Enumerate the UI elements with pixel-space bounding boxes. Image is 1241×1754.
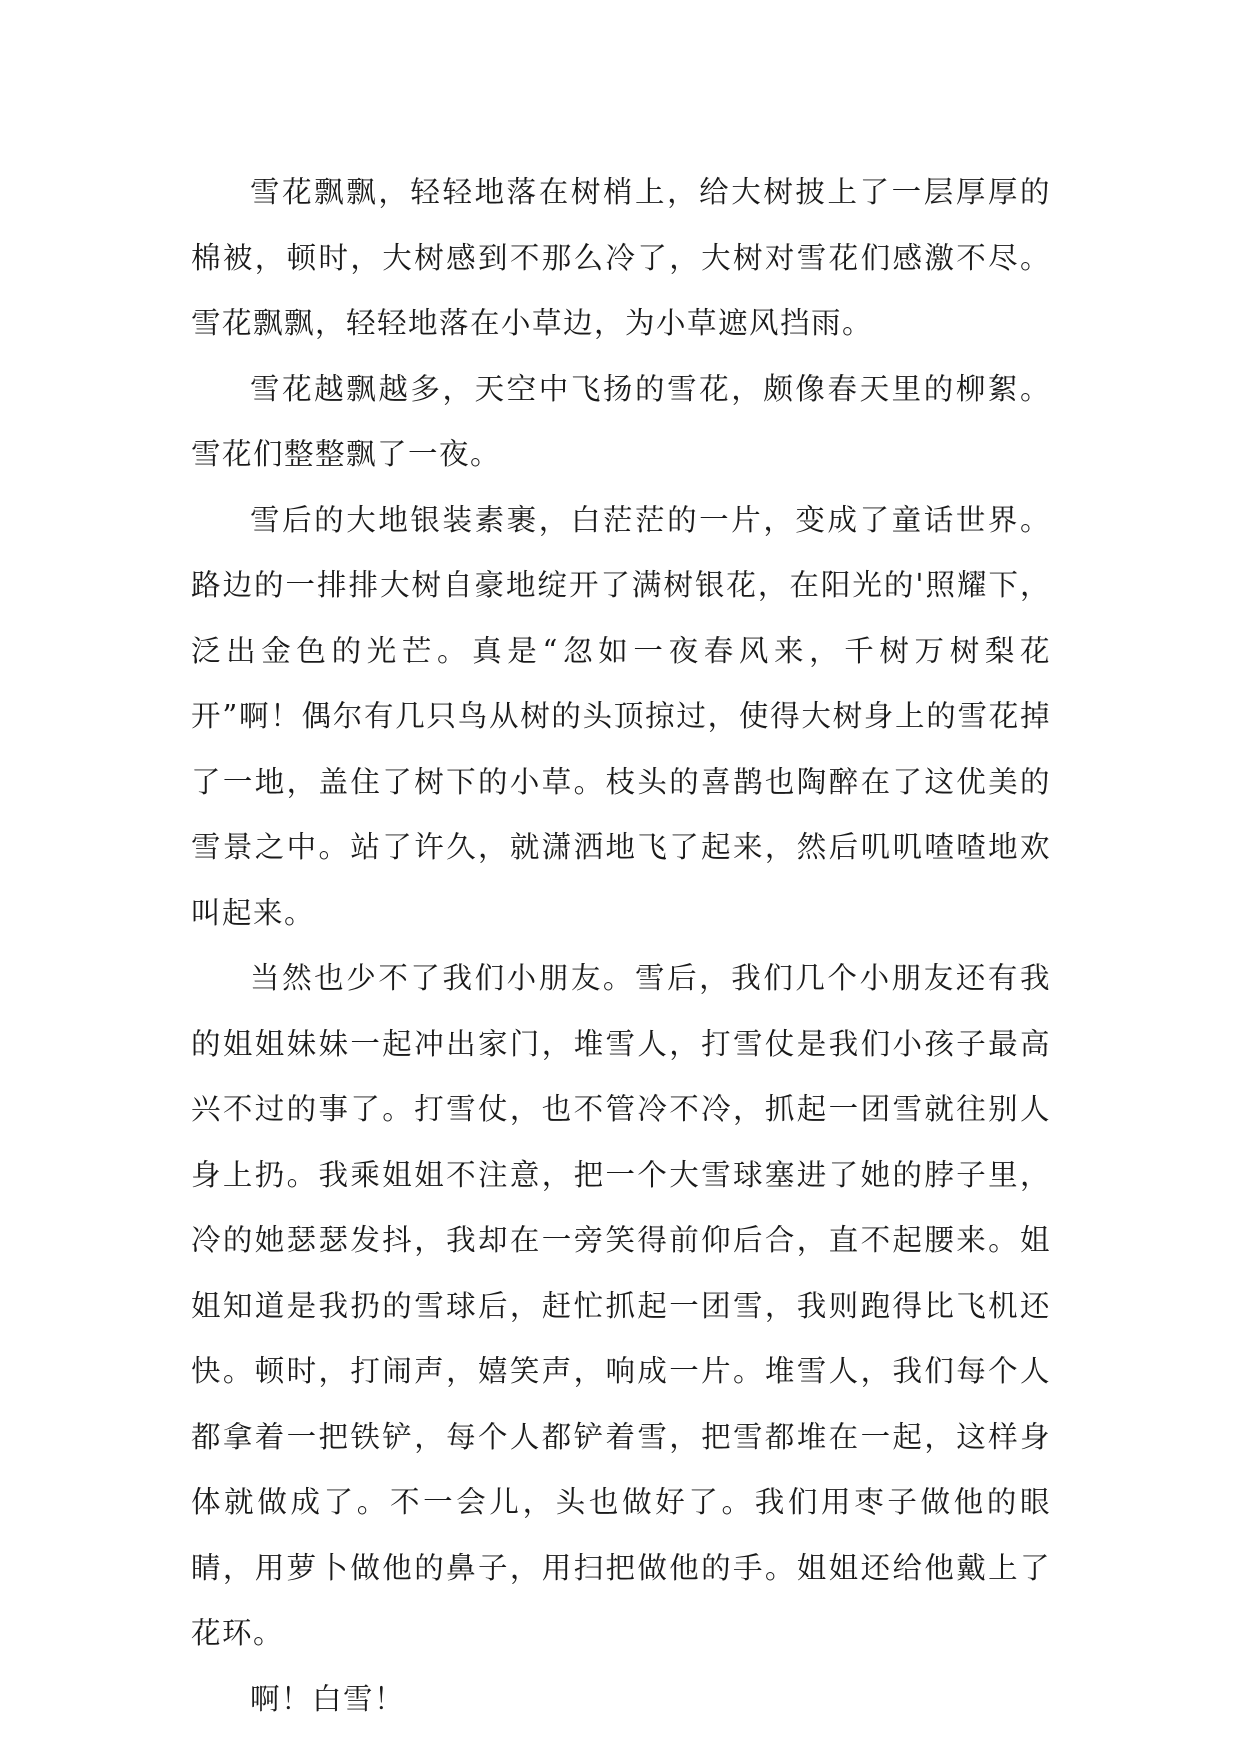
paragraph-3: 雪后的大地银装素裹，白茫茫的一片，变成了童话世界。路边的一排排大树自豪地绽开了满树银花，在阳光的'照耀下，泛出金色的光芒。真是“忽如一夜春风来，千树万树梨花开”啊！偶尔有几只鸟从树的头顶掠过，使得大树身上的雪花掉了一地，盖住了树下的小草。枝头的喜鹊也陶醉在了这优美的雪景之中。站了许久，就潇洒地飞了起来，然后叽叽喳喳地欢叫起来。 bbox=[191, 502, 1051, 930]
paragraph-1: 雪花飘飘，轻轻地落在树梢上，给大树披上了一层厚厚的棉被，顿时，大树感到不那么冷了，大树对雪花们感激不尽。雪花飘飘，轻轻地落在小草边，为小草遮风挡雨。 bbox=[191, 175, 1051, 340]
paragraph-5: 啊！白雪！ bbox=[250, 1681, 406, 1716]
document-body bbox=[191, 160, 1051, 1732]
paragraph-2: 雪花越飘越多，天空中飞扬的雪花，颇像春天里的柳絮。雪花们整整飘了一夜。 bbox=[191, 371, 1051, 471]
paragraph-4: 当然也少不了我们小朋友。雪后，我们几个小朋友还有我的姐姐妹妹一起冲出家门，堆雪人，打雪仗是我们小孩子最高兴不过的事了。打雪仗，也不管冷不冷，抓起一团雪就往别人身上扔。我乘姐姐不注意，把一个大雪球塞进了她的脖子里，冷的她瑟瑟发抖，我却在一旁笑得前仰后合，直不起腰来。姐姐知道是我扔的雪球后，赶忙抓起一团雪，我则跑得比飞机还快。顿时，打闹声，嬉笑声，响成一片。堆雪人，我们每个人都拿着一把铁铲，每个人都铲着雪，把雪都堆在一起，这样身体就做成了。不一会儿，头也做好了。我们用枣子做他的眼睛，用萝卜做他的鼻子，用扫把做他的手。姐姐还给他戴上了花环。 bbox=[191, 961, 1051, 1650]
